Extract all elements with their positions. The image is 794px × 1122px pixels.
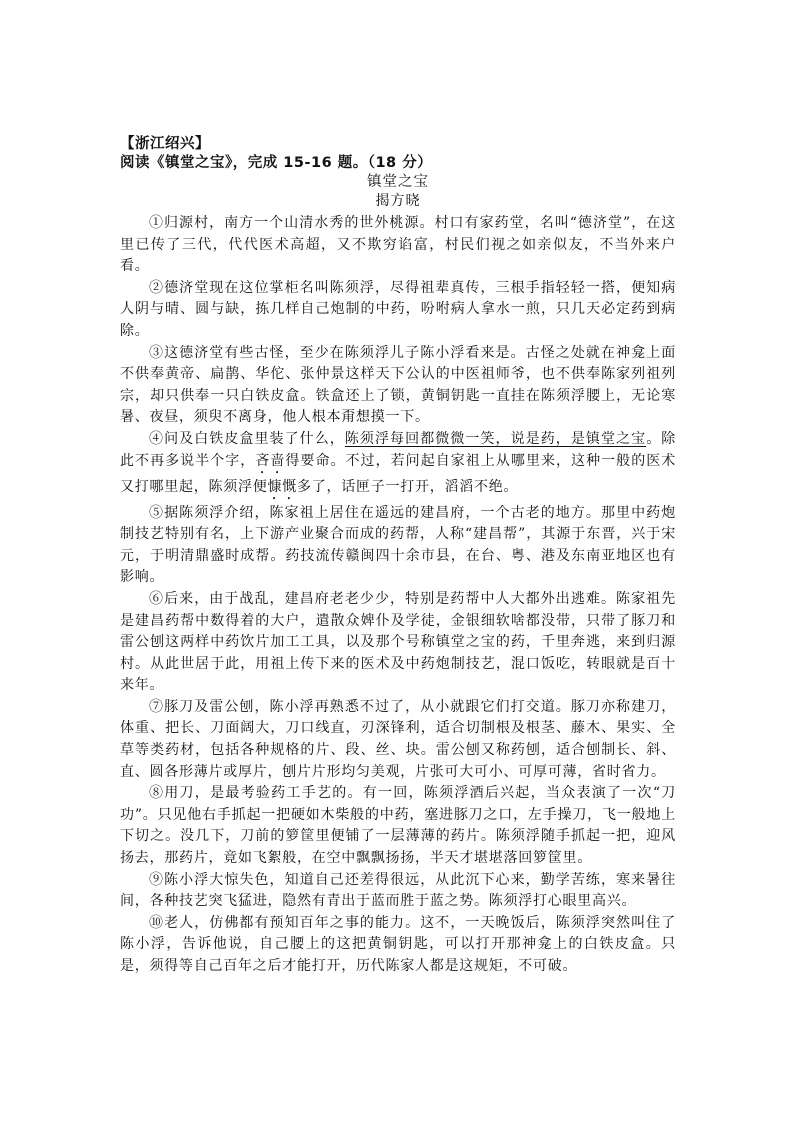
paragraph-3: ③这德济堂有些古怪，至少在陈须浮儿子陈小浮看来是。古怪之处就在神龛上面不供奉黄帝、扁鹊、华佗、张仲景这样天下公认的中医祖师爷，也不供奉陈家列祖列宗，却只供奉一只白铁皮盒。铁盒还上了锁，黄铜钥匙一直挂在陈须浮腰上，无论寒暑、夜昼，须臾不离身，他人根本甭想摸一下。: [120, 344, 676, 426]
region-label: 【浙江绍兴】: [120, 136, 210, 152]
question-instruction: 阅读《镇堂之宝》，完成 15-16 题。（18 分）: [120, 155, 433, 171]
paragraph-4-text-b: 。除此不再多说半个字，: [120, 430, 677, 469]
paragraph-4-text-a: ④问及白铁皮盒里装了什么，: [149, 430, 345, 447]
paragraph-7: ⑦豚刀及雷公刨，陈小浮再熟悉不过了，从小就跟它们打交道。豚刀亦称建刀，体重、把长、刀面阔大，刀口线直，刃深锋利，适合切制根及根茎、藤木、果实、全草等类药材，包括各种规格的片、段、丝、块。雷公刨又称药刨，适合刨制长、斜、直、圆各形薄片或厚片，刨片片形均匀美观，片张可大可小、可厚可薄，省时省力。: [120, 698, 676, 780]
paragraph-4-text-d: 多了，话匣子一打开，滔滔不绝。: [297, 478, 519, 495]
paragraph-4: [120, 429, 676, 503]
emphasized-word-lin-se: 吝啬: [255, 452, 286, 469]
paragraph-5: ⑤据陈须浮介绍，陈家祖上居住在遥远的建昌府，一个古老的地方。那里中药炮制技艺特别有名，上下游产业聚合而成的药帮，人称“建昌帮”，其源于东晋，兴于宋元，于明清鼎盛时成帮。药技流传赣闽四十余市县，在台、粤、港及东南亚地区也有影响。: [120, 504, 676, 586]
paragraph-4-text-c: 得要命。不过，若问起自家祖上从哪里来，这种一般的医术又打哪里起，陈须浮便: [120, 452, 677, 495]
article-title: 镇堂之宝: [367, 174, 429, 190]
paragraph-8: ⑧用刀，是最考验药工手艺的。有一回，陈须浮酒后兴起，当众表演了一次“刀功”。只见他右手抓起一把硬如木柴般的中药，塞进豚刀之口，左手操刀，飞一般地上下切之。没几下，刀前的箩筐里便铺了一层薄薄的药片。陈须浮随手抓起一把，迎风扬去，那药片，竟如飞絮般，在空中飘飘扬扬，半天才堪堪落回箩筐里。: [120, 785, 676, 867]
paragraph-9: ⑨陈小浮大惊失色，知道自己还差得很远，从此沉下心来，勤学苦练，寒来暑往间，各种技艺突飞猛进，隐然有青出于蓝而胜于蓝之势。陈须浮打心眼里高兴。: [120, 871, 676, 910]
paragraph-6: ⑥后来，由于战乱，建昌府老老少少，特别是药帮中人大都外出逃难。陈家祖先是建昌药帮中数得着的大户，遣散众婢仆及学徒，金银细软啥都没带，只带了豚刀和雷公刨这两样中药饮片加工工具，以及那个号称镇堂之宝的药，千里奔逃，来到归源村。从此世居于此，用祖上传下来的医术及中药炮制技艺，混口饭吃，转眼就是百十来年。: [120, 590, 676, 694]
paragraph-10: ⑩老人，仿佛都有预知百年之事的能力。这不，一天晚饭后，陈须浮突然叫住了陈小浮，告诉他说，自己腰上的这把黄铜钥匙，可以打开那神龛上的白铁皮盒。只是，须得等自己百年之后才能打开，历代陈家人都是这规矩，不可破。: [120, 914, 676, 974]
paragraph-1: ①归源村，南方一个山清水秀的世外桃源。村口有家药堂，名叫“德济堂”，在这里已传了三代，代代医术高超，又不欺穷谄富，村民们视之如亲似友，不当外来户看。: [120, 215, 676, 275]
document-page: [120, 135, 676, 978]
underlined-sentence: 陈须浮每回都微微一笑，说是药，是镇堂之宝: [344, 430, 647, 447]
article-author: 揭方晓: [375, 193, 421, 209]
paragraph-2: ②德济堂现在这位掌柜名叫陈须浮，尽得祖辈真传，三根手指轻轻一搭，便知病人阴与晴、圆与缺，拣几样自己炮制的中药，吩咐病人拿水一煎，只几天必定药到病除。: [120, 279, 676, 339]
emphasized-word-kang-kai: 慷慨: [267, 478, 297, 495]
